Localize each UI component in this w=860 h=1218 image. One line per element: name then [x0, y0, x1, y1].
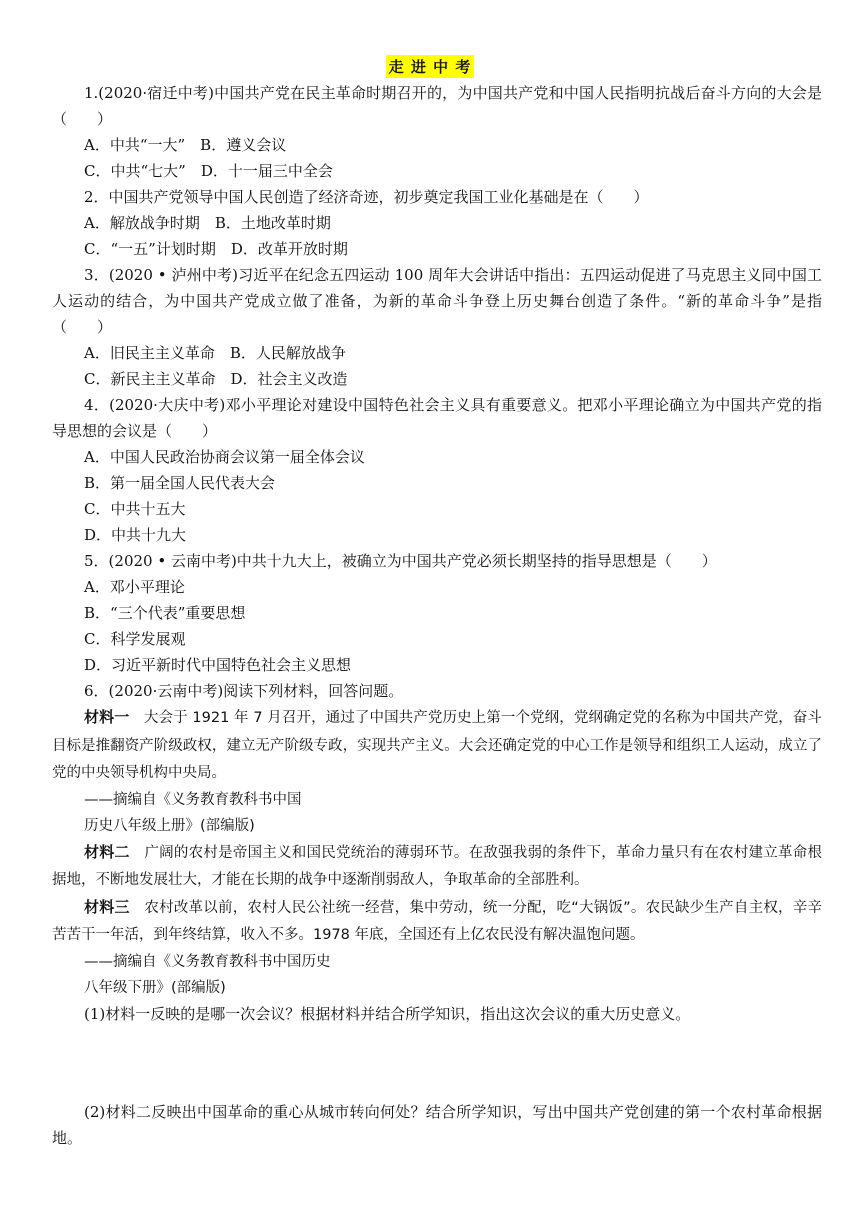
- material-2-label: 材料二: [84, 842, 130, 861]
- question-5-stem: 5．(2020 • 云南中考)中共十九大上，被确立为中国共产党必须长期坚持的指导思想是（ ）: [84, 552, 717, 570]
- material-2: [52, 839, 822, 894]
- question-4-option-d: D．中共十九大: [84, 526, 187, 544]
- question-1-stem: 1.(2020·宿迁中考)中国共产党在民主革命时期召开的，为中国共产党和中国人民指明抗战后奋斗方向的大会是（ ）: [52, 84, 822, 128]
- answer-space-1: [52, 1027, 822, 1063]
- question-3-stem: 3．(2020 • 泸州中考)习近平在纪念五四运动 100 周年大会讲话中指出：五四运动促进了马克思主义同中国工人运动的结合，为中国共产党成立做了准备，为新的革命斗争登上历史舞台创造了条件。“新的革命斗争”是指（ ）: [52, 266, 822, 336]
- question-4-option-c: C．中共十五大: [84, 500, 186, 518]
- question-4-stem: 4．(2020·大庆中考)邓小平理论对建设中国特色社会主义具有重要意义。把邓小平理论确立为中国共产党的指导思想的会议是（ ）: [52, 396, 822, 440]
- material-2-text: 广阔的农村是帝国主义和国民党统治的薄弱环节。在敌强我弱的条件下，革命力量只有在农村建立革命根据地，不断地发展壮大，才能在长期的战争中逐渐削弱敌人，争取革命的全部胜利。: [52, 844, 822, 888]
- question-3-options-cd: C．新民主主义革命 D．社会主义改造: [84, 370, 348, 388]
- page-title: 走 进 中 考: [386, 55, 475, 78]
- material-1-text: 大会于 1921 年 7 月召开，通过了中国共产党历史上第一个党纲，党纲确定党的名称为中国共产党，奋斗目标是推翻资产阶级政权，建立无产阶级专政，实现共产主义。大会还确定党的中心工作是领导和组织工人运动，成立了党的中央领导机构中央局。: [52, 710, 822, 781]
- material-3-source-line-2: 八年级下册》(部编版): [84, 979, 226, 996]
- question-4-option-a: A．中国人民政治协商会议第一届全体会议: [84, 448, 365, 466]
- question-3-options-ab: A．旧民主主义革命 B．人民解放战争: [84, 344, 346, 362]
- question-2-stem: 2．中国共产党领导中国人民创造了经济奇迹，初步奠定我国工业化基础是在（ ）: [84, 188, 649, 206]
- title-wrap: [0, 55, 860, 78]
- sub-question-1: (1)材料一反映的是哪一次会议？根据材料并结合所学知识，指出这次会议的重大历史意义。: [84, 1004, 691, 1023]
- question-2-options-ab: A．解放战争时期 B．土地改革时期: [84, 214, 331, 232]
- question-5-option-c: C．科学发展观: [84, 630, 186, 648]
- material-1-label: 材料一: [84, 708, 130, 726]
- question-4-option-b: B．第一届全国人民代表大会: [84, 474, 276, 492]
- material-3-source-line-1: ——摘编自《义务教育教科书中国历史: [84, 953, 331, 970]
- question-list: [52, 80, 822, 1151]
- question-5-option-d: D．习近平新时代中国特色社会主义思想: [84, 656, 352, 674]
- material-1-source-line-1: ——摘编自《义务教育教科书中国: [84, 791, 302, 808]
- question-2-options-cd: C．“一五”计划时期 D．改革开放时期: [84, 240, 348, 258]
- question-1-options-cd: C．中共“七大” D．十一届三中全会: [84, 162, 333, 180]
- material-3: [52, 894, 822, 949]
- question-5-option-a: A．邓小平理论: [84, 578, 185, 596]
- material-1: [52, 704, 822, 787]
- question-5-option-b: B．“三个代表”重要思想: [84, 604, 246, 622]
- material-1-source-line-2: 历史八年级上册》(部编版): [84, 817, 255, 834]
- question-1-options-ab: A．中共“一大” B．遵义会议: [84, 136, 287, 154]
- question-6-stem: 6．(2020·云南中考)阅读下列材料，回答问题。: [84, 682, 404, 700]
- sub-question-2: (2)材料二反映出中国革命的重心从城市转向何处？结合所学知识，写出中国共产党创建的第一个农村革命根据地。: [52, 1102, 822, 1147]
- material-3-label: 材料三: [84, 897, 130, 916]
- answer-space-1b: [52, 1063, 822, 1099]
- material-3-text: 农村改革以前，农村人民公社统一经营，集中劳动，统一分配，吃“大锅饭”。农民缺少生产自主权，辛辛苦苦干一年活，到年终结算，收入不多。1978 年底，全国还有上亿农民没有解决温饱问题。: [52, 899, 822, 943]
